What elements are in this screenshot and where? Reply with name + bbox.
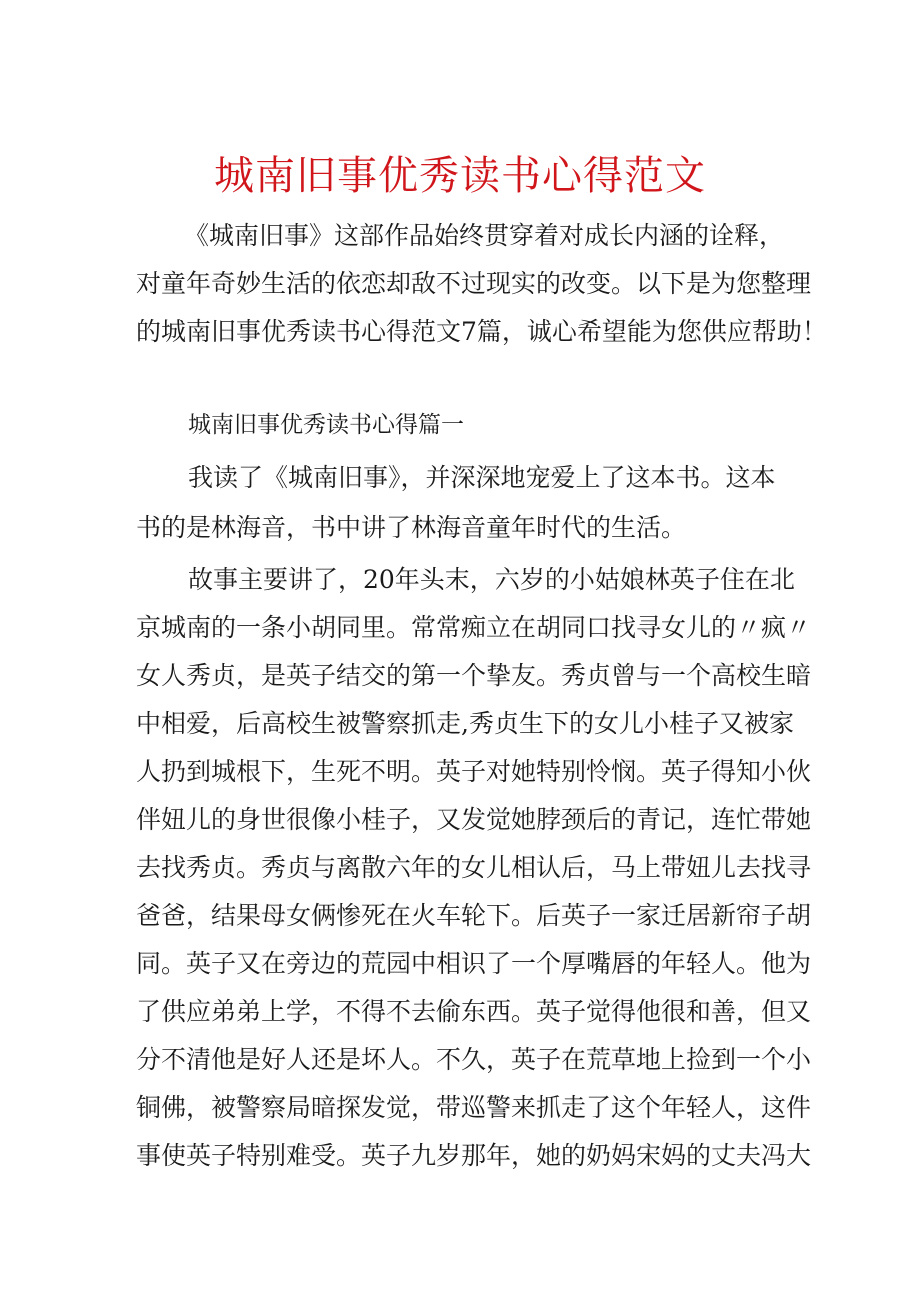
paragraph-line: 京城南的一条小胡同里。常常痴立在胡同口找寻女儿的〃疯〃	[136, 613, 812, 642]
paragraph-line: 中相爱，后高校生被警察抓走,秀贞生下的女儿小桂子又被家	[136, 709, 794, 738]
intro-line: 《城南旧事》这部作品始终贯穿着对成长内涵的诠释，	[184, 221, 785, 250]
paragraph-line: 爸爸，结果母女俩惨死在火车轮下。后英子一家迁居新帘子胡	[136, 901, 812, 930]
paragraph-line: 故事主要讲了，20年头末，六岁的小姑娘林英子住在北	[188, 565, 795, 594]
paragraph-line: 事使英子特别难受。英子九岁那年，她的奶妈宋妈的丈夫冯大	[136, 1141, 812, 1170]
paragraph-line: 书的是林海音，书中讲了林海音童年时代的生活。	[136, 513, 687, 542]
document-title: 城南旧事优秀读书心得范文	[214, 153, 706, 199]
paragraph-line: 女人秀贞，是英子结交的第一个挚友。秀贞曾与一个高校生暗	[136, 661, 812, 690]
paragraph-line: 分不清他是好人还是坏人。不久，英子在荒草地上捡到一个小	[136, 1045, 812, 1074]
paragraph-line: 同。英子又在旁边的荒园中相识了一个厚嘴唇的年轻人。他为	[136, 949, 812, 978]
intro-line: 的城南旧事优秀读书心得范文7篇，诚心希望能为您供应帮助！	[136, 317, 827, 346]
paragraph-line: 了供应弟弟上学，不得不去偷东西。英子觉得他很和善，但又	[136, 997, 812, 1026]
paragraph-line: 人扔到城根下，生死不明。英子对她特别怜悯。英子得知小伙	[136, 757, 812, 786]
section-heading: 城南旧事优秀读书心得篇一	[188, 412, 464, 438]
paragraph-line: 我读了《城南旧事》，并深深地宠爱上了这本书。这本	[188, 463, 776, 492]
paragraph-line: 伴妞儿的身世很像小桂子，又发觉她脖颈后的青记，连忙带她	[136, 805, 812, 834]
paragraph-line: 去找秀贞。秀贞与离散六年的女儿相认后，马上带妞儿去找寻	[136, 853, 812, 882]
intro-line: 对童年奇妙生活的依恋却敌不过现实的改变。以下是为您整理	[136, 269, 812, 298]
paragraph-line: 铜佛，被警察局暗探发觉，带巡警来抓走了这个年轻人，这件	[136, 1093, 812, 1122]
